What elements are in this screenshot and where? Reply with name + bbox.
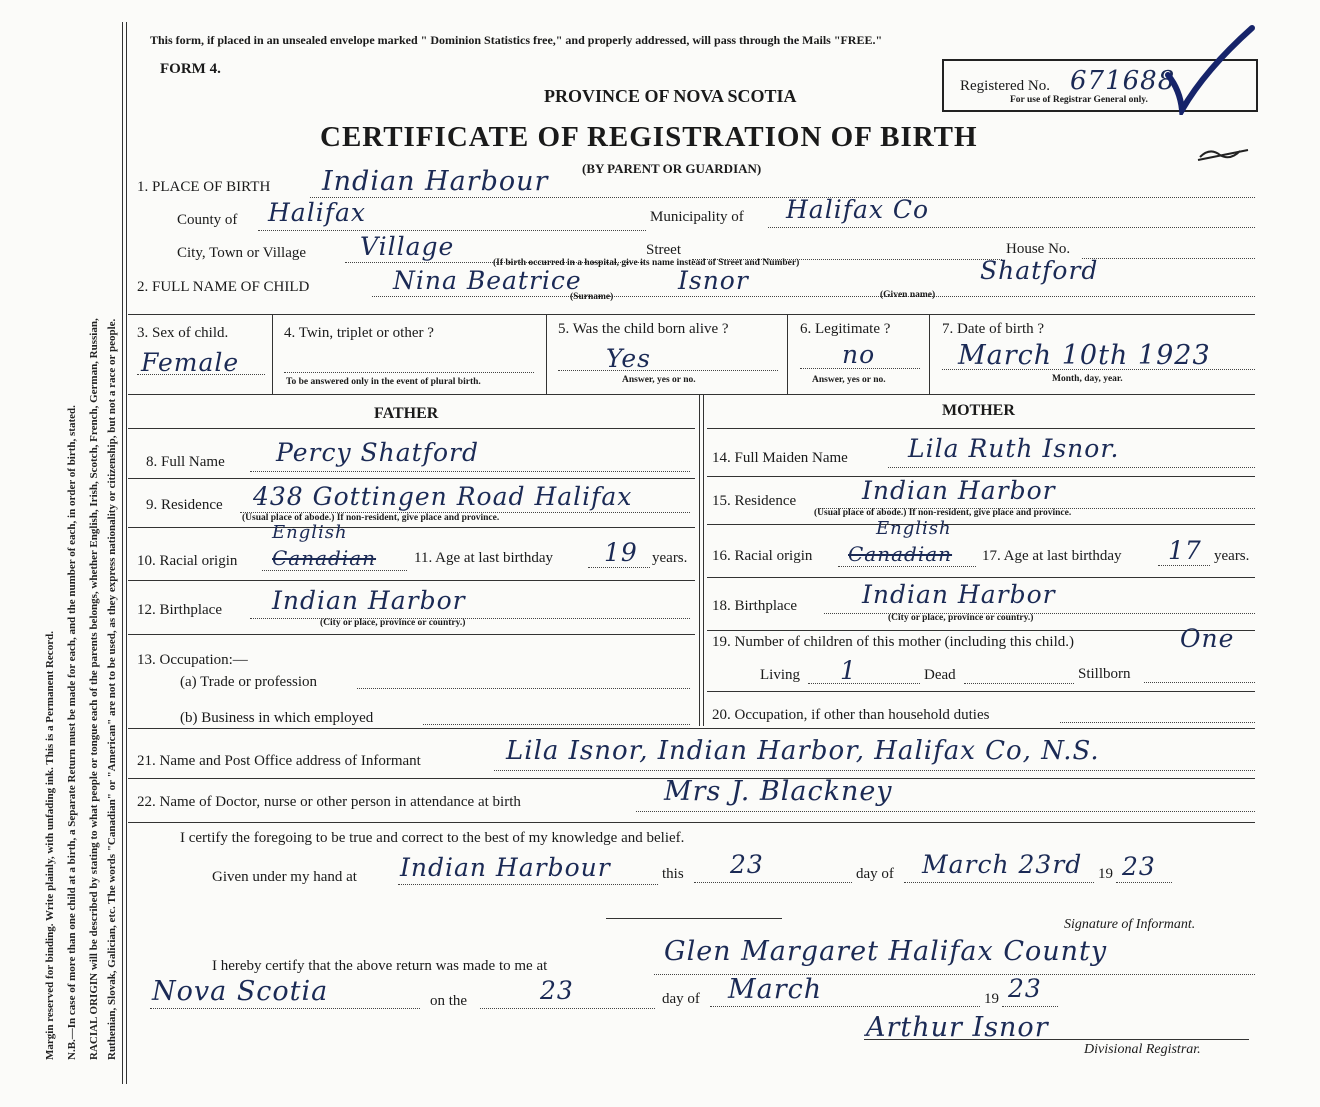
registrar-month-value: March — [728, 974, 823, 1005]
father-trade-label: (a) Trade or profession — [180, 674, 318, 690]
mother-residence-label: 15. Residence — [712, 493, 797, 509]
row-divider — [128, 478, 695, 479]
father-name-label: 8. Full Name — [146, 454, 225, 470]
registrar-place: Glen Margaret Halifax County — [664, 936, 1108, 967]
mother-birthplace-label: 18. Birthplace — [712, 598, 797, 614]
municipality-label: Municipality of — [650, 209, 744, 225]
registrar-note: For use of Registrar General only. — [1010, 95, 1148, 105]
twin-note: To be answered only in the event of plural birth. — [286, 377, 481, 387]
child-name-label: 2. FULL NAME OF CHILD — [137, 279, 310, 295]
registrar-day-value: 23 — [540, 976, 574, 1005]
hospital-note: (If birth occurred in a hospital, give its name instead of Street and Number) — [493, 258, 800, 268]
father-residence-note: (Usual place of abode.) If non-resident, give place and province. — [242, 513, 500, 523]
dotted-line — [888, 467, 1255, 468]
row-divider — [707, 428, 1255, 429]
dotted-line — [558, 370, 778, 371]
father-residence-value: 438 Gottingen Road Halifax — [253, 482, 633, 511]
box-divider — [546, 314, 547, 394]
dotted-line — [398, 884, 658, 885]
legitimate-value: no — [842, 340, 876, 369]
dotted-line — [1082, 258, 1255, 259]
struck-mark-icon — [1196, 143, 1252, 167]
mother-racial-label: 16. Racial origin — [712, 548, 813, 564]
given-name-note: (Given name) — [880, 290, 936, 300]
row-divider — [128, 634, 695, 635]
born-alive-note: Answer, yes or no. — [622, 375, 696, 385]
dotted-line — [1144, 682, 1255, 683]
living-label: Living — [760, 667, 800, 683]
father-racial-label: 10. Racial origin — [137, 553, 238, 569]
dead-label: Dead — [924, 667, 956, 683]
city-value: Village — [360, 232, 455, 261]
surname-note: (Surname) — [570, 292, 614, 302]
box-divider — [929, 314, 930, 394]
father-name-value: Percy Shatford — [276, 438, 479, 467]
dotted-line — [588, 567, 650, 568]
child-surname: Isnor — [678, 266, 749, 295]
given-day-of-label: day of — [856, 866, 894, 882]
certify-statement: I certify the foregoing to be true and correct to the best of my knowledge and belief. — [180, 830, 685, 846]
mother-racial-value: English — [876, 518, 952, 539]
legitimate-label: 6. Legitimate ? — [800, 321, 891, 337]
registered-label: Registered No. — [960, 78, 1050, 94]
born-alive-value: Yes — [606, 344, 651, 373]
mother-age-label: 17. Age at last birthday — [982, 548, 1122, 564]
registrar-signature-line — [864, 1039, 1249, 1040]
registered-number: 671688 — [1070, 66, 1176, 96]
place-of-birth-label: 1. PLACE OF BIRTH — [137, 179, 271, 195]
dotted-line — [710, 1006, 980, 1007]
row-divider — [707, 524, 1255, 525]
father-business-label: (b) Business in which employed — [180, 710, 374, 726]
certificate-title: CERTIFICATE OF REGISTRATION OF BIRTH — [320, 121, 978, 153]
dotted-line — [636, 811, 1255, 812]
doctor-label: 22. Name of Doctor, nurse or other person in attendance at birth — [137, 794, 521, 810]
certificate-subtitle: (BY PARENT OR GUARDIAN) — [582, 161, 762, 176]
on-the-label: on the — [430, 993, 468, 1009]
father-age-suffix: years. — [652, 550, 688, 566]
dotted-line — [150, 1008, 420, 1009]
father-age-label: 11. Age at last birthday — [414, 550, 553, 566]
registrar-year-value: 23 — [1008, 974, 1042, 1003]
row-divider — [128, 580, 695, 581]
dotted-line — [838, 566, 976, 567]
checkmark-icon — [1160, 20, 1260, 115]
mail-notice: This form, if placed in an unsealed envelope marked " Dominion Statistics free," and properly addressed, will pass through the Mails "FREE." — [150, 33, 883, 47]
box-divider — [787, 314, 788, 394]
registrar-signature: Arthur Isnor — [866, 1012, 1049, 1043]
dotted-line — [372, 296, 1255, 297]
province-heading: PROVINCE OF NOVA SCOTIA — [544, 86, 797, 106]
side-note-4: Ruthenian, Slovak, Galician, etc. The words "Canadian" or "American" are not to be used, as they express nationality or citizenship, but not a race or people. — [106, 318, 118, 1060]
date-of-birth-note: Month, day, year. — [1052, 374, 1123, 384]
registrar-statement: I hereby certify that the above return was made to me at — [212, 958, 548, 974]
mother-residence-note: (Usual place of abode.) If non-resident, give place and province. — [814, 508, 1072, 518]
living-value: 1 — [840, 656, 857, 685]
dotted-line — [310, 197, 1255, 198]
dotted-line — [964, 683, 1074, 684]
row-divider — [128, 428, 695, 429]
twin-label: 4. Twin, triplet or other ? — [284, 325, 434, 341]
county-label: County of — [177, 212, 238, 228]
municipality-value: Halifax Co — [786, 195, 930, 224]
given-at-value: Indian Harbour — [400, 853, 611, 882]
dotted-line — [494, 770, 1255, 771]
this-label: this — [662, 866, 684, 882]
father-birthplace-value: Indian Harbor — [272, 586, 466, 615]
mother-racial-struck: Canadian — [848, 542, 953, 566]
born-alive-label: 5. Was the child born alive ? — [558, 321, 729, 337]
doctor-value: Mrs J. Blackney — [664, 776, 893, 807]
mother-birthplace-note: (City or place, province or country.) — [888, 613, 1034, 623]
row-divider — [128, 394, 1255, 395]
informant-value: Lila Isnor, Indian Harbor, Halifax Co, N.S. — [506, 736, 1100, 766]
father-heading: FATHER — [374, 405, 439, 422]
county-value: Halifax — [268, 198, 366, 227]
parents-divider — [699, 394, 700, 726]
row-divider — [128, 728, 1255, 729]
dotted-line — [1116, 882, 1172, 883]
dotted-line — [423, 724, 690, 725]
mother-name-label: 14. Full Maiden Name — [712, 450, 848, 466]
given-day-value: 23 — [730, 850, 764, 879]
place-of-birth-value: Indian Harbour — [322, 166, 549, 197]
row-divider — [707, 630, 1255, 631]
row-divider — [128, 822, 1255, 823]
dotted-line — [768, 227, 1255, 228]
father-racial-struck: Canadian — [272, 546, 377, 570]
informant-signature-label: Signature of Informant. — [1064, 917, 1196, 932]
registrar-day-of-label: day of — [662, 991, 700, 1007]
margin-line-2 — [126, 22, 127, 1084]
registrar-signature-label: Divisional Registrar. — [1084, 1042, 1201, 1057]
row-divider — [707, 577, 1255, 578]
informant-label: 21. Name and Post Office address of Informant — [137, 753, 421, 769]
row-divider — [128, 527, 695, 528]
dotted-line — [904, 882, 1094, 883]
mother-heading: MOTHER — [942, 402, 1015, 419]
dotted-line — [1060, 722, 1255, 723]
side-note-3: RACIAL ORIGIN will be described by stating to what people or tongue each of the parents belongs, whether English, Irish, Scotch, French, German, Russian, — [88, 318, 100, 1060]
dotted-line — [262, 570, 407, 571]
margin-line — [122, 22, 123, 1084]
father-birthplace-note: (City or place, province or country.) — [320, 618, 466, 628]
box-divider — [272, 314, 273, 394]
dotted-line — [1002, 1006, 1058, 1007]
dotted-line — [808, 683, 920, 684]
side-note-2: N.B.—In case of more than one child at a birth, a Separate Return must be made for each, and the number of each, in order of birth, stated. — [66, 405, 78, 1060]
mother-name-value: Lila Ruth Isnor. — [908, 434, 1120, 463]
dotted-line — [250, 618, 690, 619]
signature-line — [606, 918, 782, 919]
father-residence-label: 9. Residence — [146, 497, 223, 513]
parents-divider-2 — [703, 394, 704, 726]
given-year-prefix: 19 — [1098, 866, 1113, 882]
mother-birthplace-value: Indian Harbor — [862, 580, 1056, 609]
registrar-year-prefix: 19 — [984, 991, 999, 1007]
side-note-1: Margin reserved for binding. Write plainly, with unfading ink. This is a Permanent Record. — [44, 631, 56, 1060]
given-year-value: 23 — [1122, 852, 1156, 881]
dotted-line — [694, 882, 852, 883]
street-label: Street — [646, 242, 681, 258]
dotted-line — [250, 471, 690, 472]
sex-label: 3. Sex of child. — [137, 325, 229, 341]
row-divider — [128, 314, 1255, 315]
date-of-birth-label: 7. Date of birth ? — [942, 321, 1045, 337]
row-divider — [707, 691, 1255, 692]
father-racial-value: English — [272, 522, 348, 543]
dotted-line — [284, 372, 534, 373]
mother-children-value: One — [1180, 624, 1235, 653]
dotted-line — [357, 688, 690, 689]
mother-residence-value: Indian Harbor — [862, 476, 1056, 505]
child-other-name: Shatford — [980, 256, 1099, 285]
dotted-line — [480, 1008, 655, 1009]
given-month-value: March 23rd — [922, 850, 1083, 879]
sex-value: Female — [141, 348, 240, 377]
dotted-line — [1158, 565, 1210, 566]
mother-children-label: 19. Number of children of this mother (including this child.) — [712, 634, 1075, 650]
mother-age-suffix: years. — [1214, 548, 1250, 564]
mother-occupation-label: 20. Occupation, if other than household duties — [712, 707, 990, 723]
given-at-label: Given under my hand at — [212, 869, 357, 885]
legitimate-note: Answer, yes or no. — [812, 375, 886, 385]
registrar-place-2: Nova Scotia — [152, 976, 329, 1007]
mother-age-value: 17 — [1168, 536, 1202, 565]
dotted-line — [258, 230, 646, 231]
father-age-value: 19 — [604, 538, 638, 567]
date-of-birth-value: March 10th 1923 — [958, 340, 1211, 371]
house-no-label: House No. — [1006, 241, 1071, 257]
form-number: FORM 4. — [160, 61, 221, 77]
stillborn-label: Stillborn — [1078, 666, 1131, 682]
father-birthplace-label: 12. Birthplace — [137, 602, 222, 618]
city-label: City, Town or Village — [177, 245, 307, 261]
father-occupation-label: 13. Occupation:— — [137, 652, 248, 668]
child-given-names: Nina Beatrice — [393, 266, 582, 295]
